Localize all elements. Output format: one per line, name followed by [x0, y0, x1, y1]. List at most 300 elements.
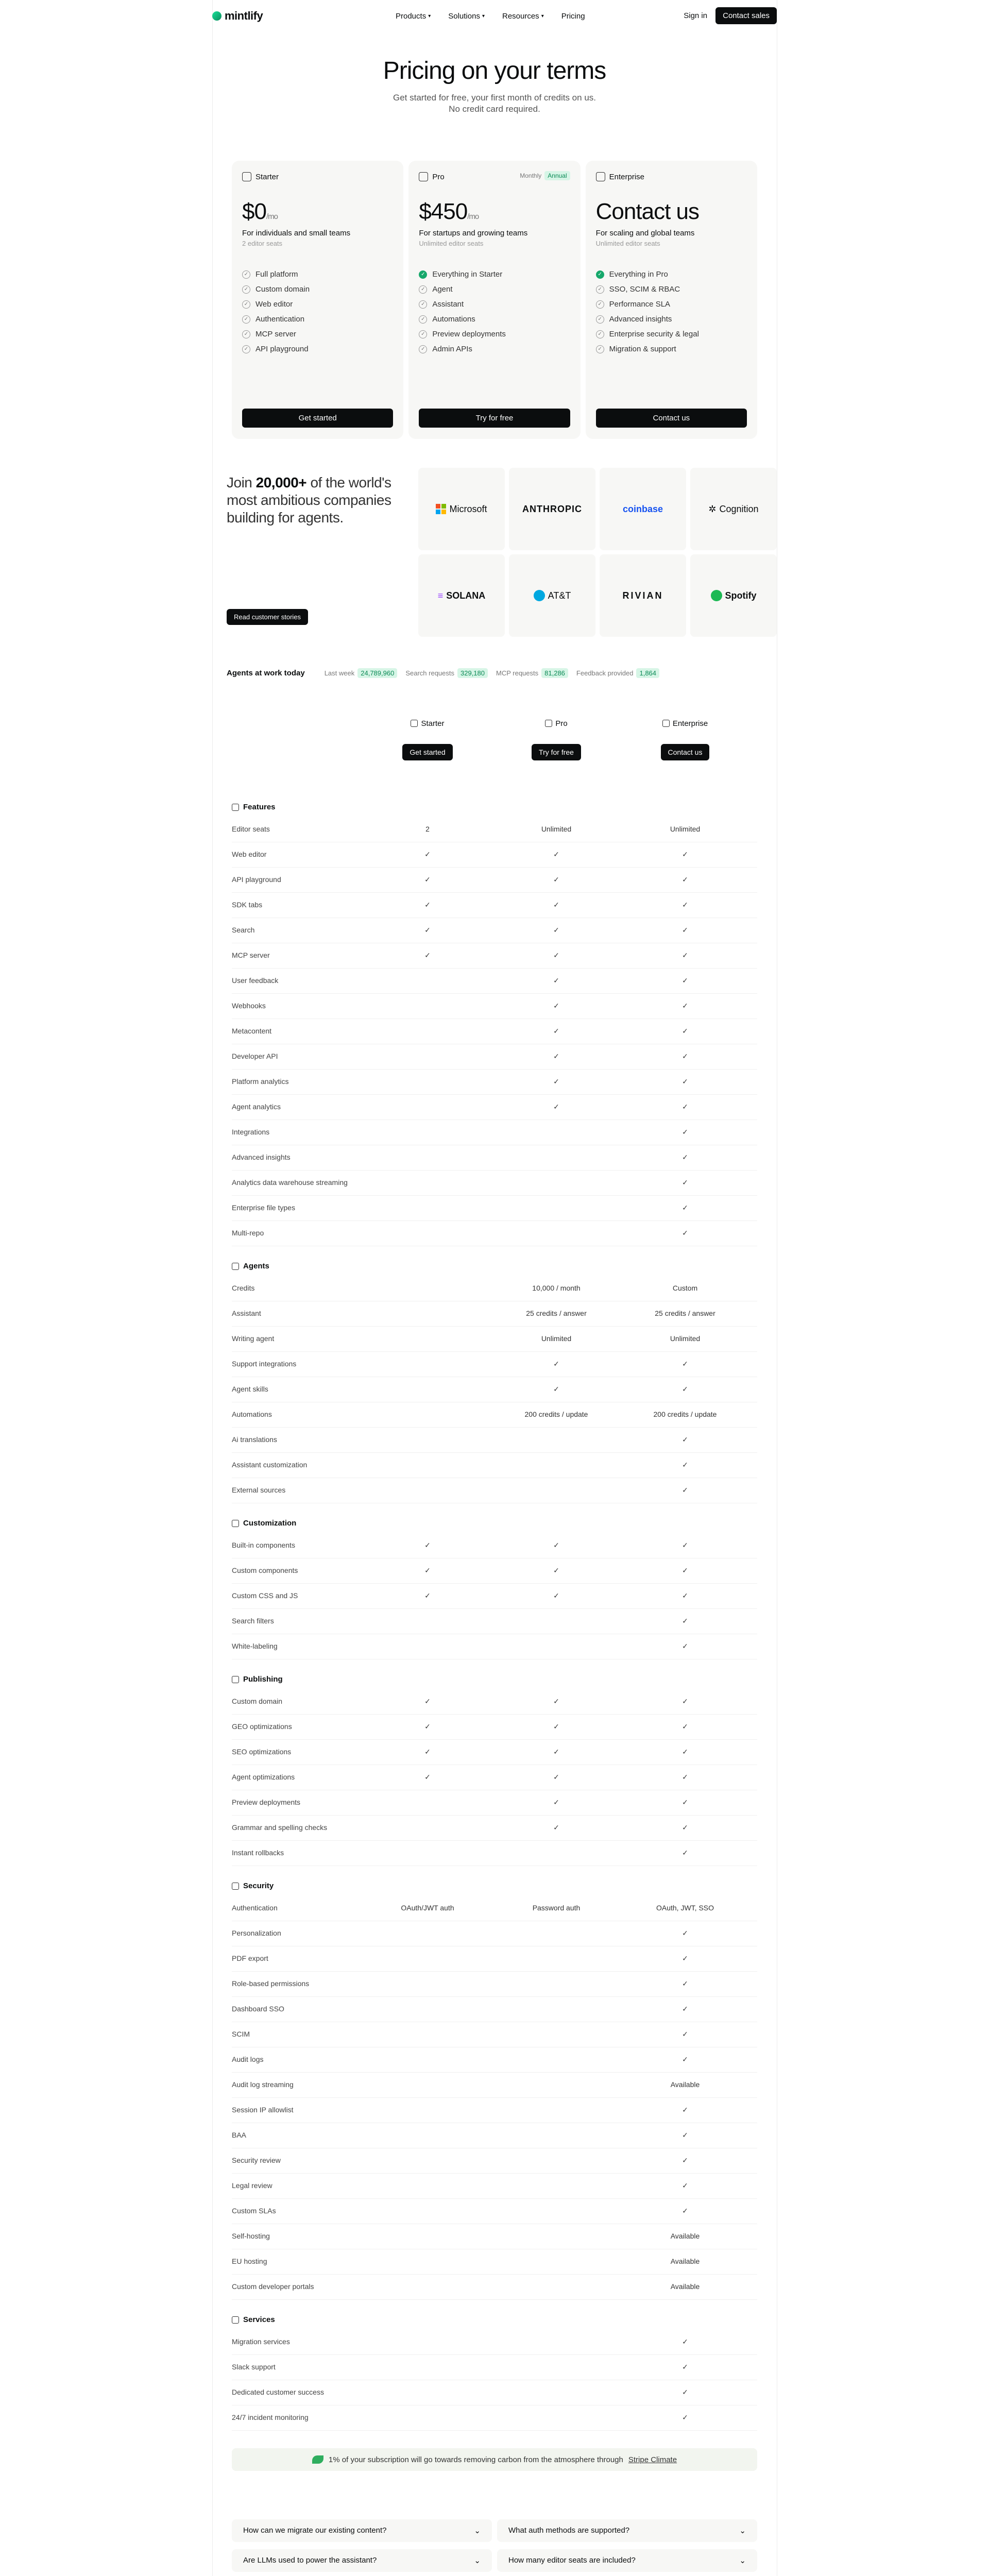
plan-name: Pro: [432, 172, 445, 181]
try-for-free-button[interactable]: Try for free: [419, 409, 570, 428]
check-icon: ✓: [682, 1798, 688, 1806]
row-label: External sources: [232, 1486, 286, 1494]
row-value: 25 credits / answer: [655, 1309, 715, 1317]
table-row: [232, 1327, 757, 1352]
row-label: BAA: [232, 2131, 247, 2139]
plan-feature: ✓ Authentication: [242, 315, 393, 324]
customer-logo-coinbase[interactable]: coinbase: [600, 468, 686, 550]
table-row: [232, 1070, 757, 1095]
climate-text: 1% of your subscription will go towards removing carbon from the atmosphere through: [328, 2455, 623, 2464]
table-row: [232, 1044, 757, 1070]
table-row: [232, 1715, 757, 1740]
plan-feature: ✓ Everything in Starter: [419, 270, 570, 279]
check-icon: ✓: [424, 875, 431, 884]
brand-logo[interactable]: [212, 9, 263, 23]
check-icon: ✓: [682, 1748, 688, 1756]
customer-logo-microsoft[interactable]: Microsoft: [418, 468, 505, 550]
row-label: Role-based permissions: [232, 1979, 310, 1988]
plan-feature: ✓ Enterprise security & legal: [596, 330, 747, 338]
row-label: User feedback: [232, 976, 279, 985]
table-row: [232, 2355, 757, 2380]
chevron-down-icon: ▾: [428, 13, 431, 19]
row-value: 25 credits / answer: [526, 1309, 587, 1317]
table-row: [232, 2073, 757, 2098]
table-row: [232, 2380, 757, 2405]
row-label: Instant rollbacks: [232, 1849, 284, 1857]
check-icon: ✓: [682, 1178, 688, 1187]
row-label: Integrations: [232, 1128, 270, 1136]
ticker-label: Agents at work today: [227, 668, 305, 677]
section-icon: [232, 1676, 239, 1683]
plan-seats: Unlimited editor seats: [595, 240, 660, 247]
row-value: Custom: [672, 1284, 698, 1292]
row-value: Unlimited: [670, 1334, 701, 1343]
check-icon: ✓: [424, 1748, 431, 1756]
check-icon: ✓: [242, 315, 250, 324]
ticker-item: Search requests 329,180: [405, 668, 488, 678]
row-label: Custom components: [232, 1566, 298, 1574]
plan-feature: ✓ Migration & support: [596, 345, 747, 353]
row-label: Self-hosting: [232, 2232, 270, 2240]
plan-feature: ✓ API playground: [242, 345, 393, 353]
sign-in-link[interactable]: Sign in: [684, 11, 708, 20]
check-icon: ✓: [682, 1486, 688, 1494]
contact-sales-button[interactable]: Contact sales: [715, 7, 777, 24]
row-label: Security review: [232, 2156, 281, 2164]
table-row: [232, 2249, 757, 2275]
table-row: [232, 1120, 757, 1145]
row-label: EU hosting: [232, 2257, 267, 2265]
row-value: Unlimited: [670, 825, 701, 833]
row-value: 200 credits / update: [653, 1410, 717, 1418]
row-value: OAuth/JWT auth: [401, 1904, 454, 1912]
billing-monthly[interactable]: Monthly: [520, 172, 542, 179]
check-icon: ✓: [682, 2388, 688, 2396]
row-label: SCIM: [232, 2030, 250, 2038]
check-icon: ✓: [682, 2363, 688, 2371]
row-label: Agent optimizations: [232, 1773, 295, 1781]
row-label: Authentication: [232, 1904, 278, 1912]
table-row: [232, 1896, 757, 1921]
check-icon: ✓: [682, 976, 688, 985]
nav-pricing[interactable]: Pricing: [561, 11, 585, 21]
row-label: Session IP allowlist: [232, 2106, 294, 2114]
plan-seats: 2 editor seats: [242, 240, 283, 247]
chevron-down-icon: ▾: [482, 13, 485, 19]
check-icon: ✓: [553, 1541, 559, 1549]
row-label: Custom developer portals: [232, 2282, 314, 2291]
row-value: Available: [670, 2080, 700, 2089]
customer-logo-anthropic[interactable]: ANTHROPIC: [509, 468, 595, 550]
check-icon: ✓: [424, 1591, 431, 1600]
check-icon: ✓: [596, 315, 604, 324]
check-icon: ✓: [553, 1052, 559, 1060]
table-row: [232, 918, 757, 943]
plan-feature: ✓ Advanced insights: [596, 315, 747, 324]
plan-feature: ✓ MCP server: [242, 330, 393, 338]
row-value: 10,000 / month: [532, 1284, 581, 1292]
check-icon: ✓: [242, 270, 250, 279]
row-label: Search filters: [232, 1617, 274, 1625]
row-label: Editor seats: [232, 825, 270, 833]
customer-logo-att[interactable]: AT&T: [509, 554, 595, 637]
row-label: Multi-repo: [232, 1229, 264, 1237]
row-label: SDK tabs: [232, 901, 263, 909]
row-label: Agent skills: [232, 1385, 268, 1393]
check-icon: ✓: [682, 1929, 688, 1937]
page-title: Pricing on your terms: [383, 57, 606, 84]
check-icon: ✓: [682, 1002, 688, 1010]
row-value: 2: [425, 825, 430, 833]
row-label: White-labeling: [232, 1642, 278, 1650]
table-row: [232, 1221, 757, 1246]
check-icon: ✓: [682, 1617, 688, 1625]
row-label: Built-in components: [232, 1541, 295, 1549]
plan-feature: ✓ Assistant: [419, 300, 570, 309]
row-label: Writing agent: [232, 1334, 275, 1343]
check-icon: ✓: [682, 2207, 688, 2215]
section-title-customization: Customization: [232, 1519, 296, 1528]
column-header-pro: [494, 719, 618, 760]
check-icon: ✓: [553, 875, 559, 884]
check-icon: ✓: [553, 1027, 559, 1035]
table-row: [232, 842, 757, 868]
column-cta-button[interactable]: Get started: [402, 744, 452, 760]
nav-resources[interactable]: Resources ▾: [502, 11, 544, 21]
check-icon: ✓: [682, 1566, 688, 1574]
column-title: Enterprise: [623, 719, 747, 728]
check-icon: ✓: [553, 951, 559, 959]
section-title-features: Features: [232, 803, 276, 811]
check-icon: ✓: [682, 1773, 688, 1781]
row-label: Automations: [232, 1410, 272, 1418]
stripe-climate-link[interactable]: Stripe Climate: [628, 2455, 677, 2464]
table-row: [232, 893, 757, 918]
check-icon: ✓: [682, 926, 688, 934]
faq-item[interactable]: [232, 2549, 492, 2572]
check-icon: ✓: [682, 2156, 688, 2164]
table-row: [232, 1352, 757, 1377]
check-icon: ✓: [419, 270, 427, 279]
section-title-services: Services: [232, 2315, 275, 2324]
customer-logo-spotify[interactable]: Spotify: [690, 554, 777, 637]
enterprise-icon: [596, 172, 605, 181]
row-value: Password auth: [532, 1904, 581, 1912]
faq-item[interactable]: [497, 2519, 757, 2542]
table-row: [232, 1841, 757, 1866]
chevron-down-icon: ⌄: [474, 2527, 481, 2535]
check-icon: ✓: [424, 1722, 431, 1731]
check-icon: ✓: [682, 2005, 688, 2013]
check-icon: ✓: [553, 850, 559, 858]
check-icon: ✓: [682, 951, 688, 959]
plan-price: $0/mo: [242, 199, 278, 224]
section-icon: [232, 2316, 239, 2324]
climate-banner: [232, 2448, 757, 2471]
get-started-button[interactable]: Get started: [242, 409, 393, 428]
table-row: [232, 1196, 757, 1221]
table-row: [232, 1997, 757, 2022]
plan-feature: ✓ Admin APIs: [419, 345, 570, 353]
table-row: [232, 2199, 757, 2224]
column-title: Pro: [494, 719, 618, 728]
table-row: [232, 1145, 757, 1171]
check-icon: ✓: [553, 1591, 559, 1600]
microsoft-logo-icon: [436, 504, 446, 514]
ticker-item: MCP requests 81,286: [496, 668, 568, 678]
row-label: PDF export: [232, 1954, 268, 1962]
check-icon: ✓: [682, 1722, 688, 1731]
column-title: Starter: [366, 719, 489, 728]
row-value: Unlimited: [541, 1334, 572, 1343]
check-icon: ✓: [682, 1435, 688, 1444]
plan-card-pro: [408, 161, 580, 439]
check-icon: ✓: [682, 1204, 688, 1212]
table-row: [232, 1765, 757, 1790]
check-icon: ✓: [553, 1798, 559, 1806]
row-label: SEO optimizations: [232, 1748, 292, 1756]
customer-logo-rivian[interactable]: RIVIAN: [600, 554, 686, 637]
check-icon: ✓: [553, 1103, 559, 1111]
hero: [0, 57, 989, 115]
check-icon: ✓: [553, 1722, 559, 1731]
row-label: Assistant customization: [232, 1461, 308, 1469]
check-icon: ✓: [682, 1077, 688, 1086]
check-icon: ✓: [596, 270, 604, 279]
check-icon: ✓: [596, 330, 604, 338]
row-label: Audit logs: [232, 2055, 264, 2063]
check-icon: ✓: [682, 1979, 688, 1988]
row-value: 200 credits / update: [524, 1410, 588, 1418]
nav-products[interactable]: Products ▾: [396, 11, 431, 21]
contact-us-button[interactable]: Contact us: [596, 409, 747, 428]
check-icon: ✓: [682, 1103, 688, 1111]
solana-logo-icon: ≡: [437, 590, 444, 601]
check-icon: ✓: [682, 1229, 688, 1237]
table-row: [232, 1377, 757, 1402]
plan-feature: ✓ Everything in Pro: [596, 270, 747, 279]
check-icon: ✓: [596, 345, 604, 353]
plan-feature: ✓ Custom domain: [242, 285, 393, 294]
table-row: [232, 1533, 757, 1558]
row-label: Custom CSS and JS: [232, 1591, 298, 1600]
row-label: Webhooks: [232, 1002, 266, 1010]
row-label: Support integrations: [232, 1360, 297, 1368]
check-icon: ✓: [682, 2055, 688, 2063]
table-row: [232, 1790, 757, 1816]
table-row: [232, 1301, 757, 1327]
plan-feature: ✓ Preview deployments: [419, 330, 570, 338]
check-icon: ✓: [682, 2181, 688, 2190]
ticker-item: Last week 24,789,960: [325, 668, 398, 678]
check-icon: ✓: [553, 976, 559, 985]
table-row: [232, 1478, 757, 1503]
read-customer-stories-button[interactable]: Read customer stories: [227, 609, 308, 625]
chevron-down-icon: ⌄: [474, 2556, 481, 2565]
billing-annual[interactable]: Annual: [544, 171, 570, 180]
customers-section: [212, 463, 777, 638]
row-label: Assistant: [232, 1309, 261, 1317]
table-row: [232, 943, 757, 969]
plan-name: Starter: [255, 172, 279, 181]
plan-feature: ✓ Agent: [419, 285, 570, 294]
check-icon: ✓: [419, 300, 427, 309]
check-icon: ✓: [682, 1697, 688, 1705]
check-icon: ✓: [682, 901, 688, 909]
table-row: [232, 2022, 757, 2047]
check-icon: ✓: [424, 1697, 431, 1705]
row-value: OAuth, JWT, SSO: [656, 1904, 714, 1912]
row-label: Advanced insights: [232, 1153, 291, 1161]
faq-item[interactable]: [232, 2519, 492, 2542]
table-row: [232, 817, 757, 842]
plan-card-enterprise: [586, 161, 757, 439]
table-row: [232, 1584, 757, 1609]
row-label: MCP server: [232, 951, 270, 959]
row-label: Legal review: [232, 2181, 272, 2190]
check-icon: ✓: [553, 1360, 559, 1368]
check-icon: ✓: [242, 330, 250, 338]
brand-name: mintlify: [225, 9, 263, 22]
check-icon: ✓: [553, 1077, 559, 1086]
row-label: Migration services: [232, 2337, 290, 2346]
check-icon: ✓: [682, 1052, 688, 1060]
check-icon: ✓: [682, 2337, 688, 2346]
row-label: 24/7 incident monitoring: [232, 2413, 309, 2421]
chevron-down-icon: ⌄: [739, 2556, 746, 2565]
table-row: [232, 2047, 757, 2073]
check-icon: ✓: [682, 1954, 688, 1962]
plan-name: Enterprise: [609, 172, 645, 181]
row-label: Metacontent: [232, 1027, 272, 1035]
check-icon: ✓: [419, 330, 427, 338]
check-icon: ✓: [682, 1541, 688, 1549]
check-icon: ✓: [682, 1849, 688, 1857]
row-label: Analytics data warehouse streaming: [232, 1178, 348, 1187]
faq-question: How many editor seats are included?: [508, 2556, 636, 2565]
row-label: Ai translations: [232, 1435, 277, 1444]
check-icon: ✓: [682, 1642, 688, 1650]
plan-description: For individuals and small teams: [242, 229, 351, 238]
check-icon: ✓: [682, 1360, 688, 1368]
billing-toggle[interactable]: [520, 171, 570, 180]
faq-question: Are LLMs used to power the assistant?: [243, 2556, 377, 2565]
column-cta-button[interactable]: Contact us: [661, 744, 710, 760]
mintlify-logo-icon: [212, 11, 221, 21]
check-icon: ✓: [682, 1153, 688, 1161]
row-value: Available: [670, 2282, 700, 2291]
table-row: [232, 1095, 757, 1120]
table-row: [232, 1453, 757, 1478]
check-icon: ✓: [242, 300, 250, 309]
check-icon: ✓: [553, 1002, 559, 1010]
check-icon: ✓: [242, 285, 250, 294]
row-label: Slack support: [232, 2363, 276, 2371]
check-icon: ✓: [596, 285, 604, 294]
plan-price: Contact us: [595, 199, 699, 224]
check-icon: ✓: [553, 1385, 559, 1393]
row-label: Agent analytics: [232, 1103, 281, 1111]
plan-feature: ✓ Web editor: [242, 300, 393, 309]
plan-description: For startups and growing teams: [419, 229, 528, 238]
plan-feature: ✓ Automations: [419, 315, 570, 324]
row-label: Grammar and spelling checks: [232, 1823, 328, 1832]
agents-ticker: [212, 666, 777, 680]
plan-cards: [232, 161, 757, 439]
column-cta-button[interactable]: Try for free: [532, 744, 581, 760]
section-icon: [232, 1263, 239, 1270]
nav-solutions[interactable]: Solutions ▾: [448, 11, 485, 21]
chevron-down-icon: ▾: [541, 13, 544, 19]
check-icon: ✓: [424, 1541, 431, 1549]
row-label: Search: [232, 926, 255, 934]
check-icon: ✓: [553, 1566, 559, 1574]
check-icon: ✓: [553, 1773, 559, 1781]
pro-icon: [419, 172, 428, 181]
check-icon: ✓: [424, 850, 431, 858]
table-row: [232, 1972, 757, 1997]
table-row: [232, 1689, 757, 1715]
faq-item[interactable]: [497, 2549, 757, 2572]
check-icon: ✓: [424, 926, 431, 934]
table-row: [232, 1171, 757, 1196]
row-value: Available: [670, 2257, 700, 2265]
row-value: Unlimited: [541, 825, 572, 833]
table-row: [232, 2174, 757, 2199]
faq-question: What auth methods are supported?: [508, 2526, 630, 2535]
check-icon: ✓: [424, 951, 431, 959]
check-icon: ✓: [682, 2131, 688, 2139]
table-row: [232, 2275, 757, 2300]
section-title-agents: Agents: [232, 1262, 269, 1270]
table-row: [232, 1609, 757, 1634]
plan-icon: [545, 720, 552, 727]
check-icon: ✓: [682, 2106, 688, 2114]
att-globe-icon: [534, 590, 545, 601]
table-row: [232, 2330, 757, 2355]
chevron-down-icon: ⌄: [739, 2527, 746, 2535]
table-row: [232, 1558, 757, 1584]
plan-description: For scaling and global teams: [595, 229, 695, 238]
row-label: Web editor: [232, 850, 267, 858]
check-icon: ✓: [596, 300, 604, 309]
customers-heading: Join 20,000+ of the world's most ambitious companies building for agents.: [227, 474, 391, 526]
customer-logo-solana[interactable]: ≡ SOLANA: [418, 554, 505, 637]
table-row: [232, 2098, 757, 2123]
row-label: Dashboard SSO: [232, 2005, 284, 2013]
check-icon: ✓: [242, 345, 250, 353]
ticker-item: Feedback provided 1,864: [576, 668, 659, 678]
spotify-logo-icon: [711, 590, 722, 601]
row-label: API playground: [232, 875, 281, 884]
row-label: Dedicated customer success: [232, 2388, 324, 2396]
table-row: [232, 2148, 757, 2174]
row-label: GEO optimizations: [232, 1722, 292, 1731]
check-icon: ✓: [424, 901, 431, 909]
check-icon: ✓: [424, 1773, 431, 1781]
customer-logo-cognition[interactable]: ✲ Cognition: [690, 468, 777, 550]
check-icon: ✓: [682, 1385, 688, 1393]
check-icon: ✓: [682, 2030, 688, 2038]
check-icon: ✓: [682, 1128, 688, 1136]
starter-icon: [242, 172, 251, 181]
check-icon: ✓: [419, 345, 427, 353]
row-label: Custom domain: [232, 1697, 283, 1705]
row-label: Audit log streaming: [232, 2080, 294, 2089]
section-icon: [232, 1883, 239, 1890]
table-row: [232, 969, 757, 994]
check-icon: ✓: [419, 315, 427, 324]
